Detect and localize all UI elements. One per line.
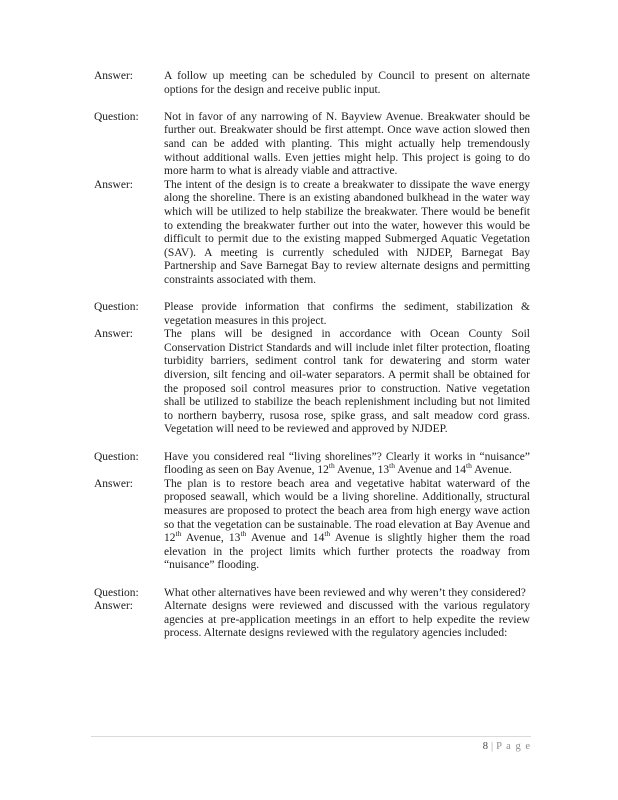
footer-separator: | [490,741,494,752]
qa-block-answer [94,328,530,437]
qa-block-question [94,111,530,179]
qa-text: What other alternatives have been reviewed and why weren’t they considered? [164,586,526,599]
qa-block-question [94,451,530,478]
qa-block-answer [94,70,530,97]
qa-label: Answer: [94,70,133,82]
qa-content [94,70,530,641]
qa-label: Answer: [94,178,133,191]
qa-label: Question: [94,301,139,314]
page-number: 8 [482,741,488,752]
qa-text: A follow up meeting can be scheduled by Council to present on alternate options for the design and receive public input. [164,70,530,96]
qa-label: Answer: [94,328,133,341]
qa-label: Answer: [94,600,133,613]
qa-block-question [94,301,530,328]
page-footer [91,741,531,752]
footer-divider [91,736,531,737]
qa-block-answer [94,179,530,288]
qa-label: Answer: [94,477,133,490]
qa-label: Question: [94,586,139,599]
footer-page-label: P a g e [496,741,531,752]
qa-text: Have you considered real “living shorelines”? Clearly it works in “nuisance” flooding as seen on Bay Avenue, 12th Avenue, 13th Avenue and 14th Avenue. [164,450,530,477]
qa-text: Alternate designs were reviewed and discussed with the various regulatory agencies at pre-application meetings in an effort to help expedite the review process. Alternate designs reviewed with the regulatory agencies included: [164,600,530,640]
qa-label: Question: [94,110,139,123]
qa-text: The plan is to restore beach area and vegetative habitat waterward of the proposed seawall, which would be a living shoreline. Additionally, structural measures are proposed to protect the beach area from high energy wave action so that the vegetation can be sustainable. The road elevation at Bay Avenue and 12th Avenue, 13th Avenue and 14th Avenue is slightly higher them the road elevation in the project limits which further protects the roadway from “nuisance” flooding. [164,477,531,572]
qa-label: Question: [94,450,139,463]
qa-text: The plans will be designed in accordance with Ocean County Soil Conservation District Standards and will include inlet filter protection, floating turbidity barriers, sediment control tank for dewatering and storm water diversion, silt fencing and oil-water separators. A permit shall be obtained for the proposed soil control measures prior to construction. Native vegetation shall be utilized to stabilize the beach replenishment including but not limited to northern bayberry, rusosa rose, spike grass, and salt meadow cord grass. Vegetation will need to be reviewed and approved by NJDEP. [164,328,530,436]
qa-block-question [94,587,530,601]
qa-text: Not in favor of any narrowing of N. Bayview Avenue. Breakwater should be further out. Breakwater should be first attempt. Once wave action slowed then sand can be added with planting. This might actually help tremendously without additional walls. Even jetties might help. This project is going to do more harm to what is already viable and attractive. [164,110,530,178]
qa-block-answer [94,478,530,573]
qa-block-answer [94,600,530,641]
qa-text: Please provide information that confirms the sediment, stabilization & vegetation measures in this project. [164,301,530,327]
qa-text: The intent of the design is to create a breakwater to dissipate the wave energy along the shoreline. There is an existing abandoned bulkhead in the water way which will be utilized to help stabilize the breakwater. There would be benefit to extending the breakwater further out into the water, however this would be difficult to permit due to the existing mapped Submerged Aquatic Vegetation (SAV). A meeting is currently scheduled with NJDEP, Barnegat Bay Partnership and Save Barnegat Bay to review alternate designs and permitting constraints associated with them. [164,178,530,286]
